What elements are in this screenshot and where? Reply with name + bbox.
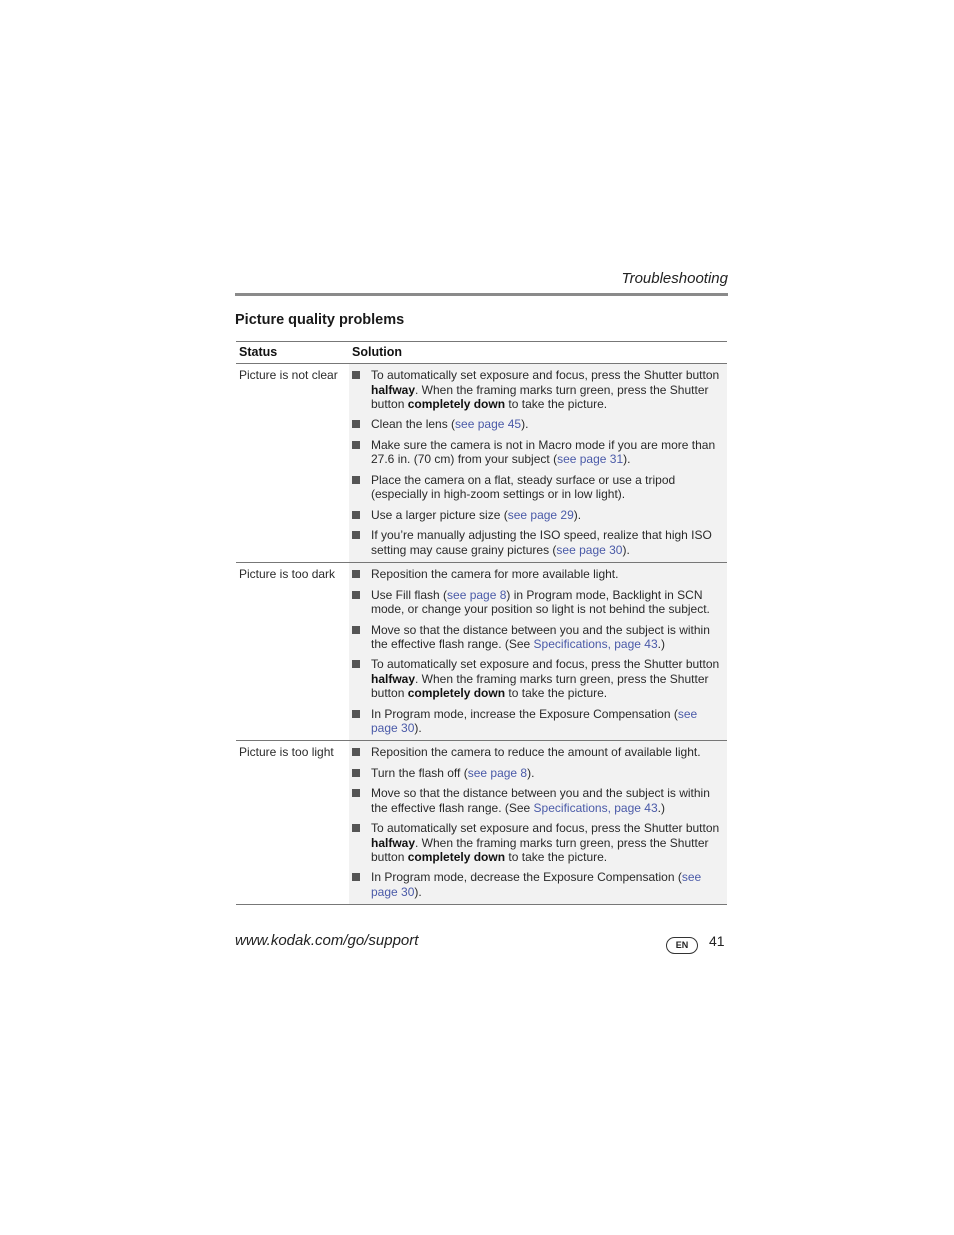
text-segment: ). <box>414 720 422 735</box>
solution-text <box>371 473 723 502</box>
page-number: 41 <box>709 933 725 949</box>
square-bullet-icon <box>352 570 360 578</box>
list-item <box>352 417 723 431</box>
solution-text <box>371 707 723 736</box>
text-segment: ). <box>573 507 582 522</box>
solution-text <box>371 417 723 431</box>
text-segment: ). <box>622 542 630 557</box>
solution-list <box>352 567 723 735</box>
text-segment: To automatically set exposure and focus, press the Shutter button <box>371 821 720 836</box>
page-reference-link[interactable]: see page 30 <box>556 542 623 557</box>
list-item <box>352 657 723 700</box>
solution-text <box>371 766 723 780</box>
list-item <box>352 766 723 780</box>
emphasis-text: halfway <box>371 835 416 850</box>
text-segment: In Program mode, increase the Exposure Compensation ( <box>371 706 678 721</box>
page-reference-link[interactable]: see page 8 <box>467 765 528 780</box>
square-bullet-icon <box>352 873 360 881</box>
page-reference-link[interactable]: see page 45 <box>455 417 522 432</box>
troubleshooting-table <box>236 341 727 905</box>
text-segment: . When the framing marks turn green, press the Shutter button <box>371 835 709 864</box>
text-segment: ) in Program mode, Backlight in SCN mode, or change your position so light is not behind the subject. <box>371 587 710 616</box>
list-item <box>352 745 723 759</box>
solution-cell <box>349 364 727 563</box>
text-segment: To automatically set exposure and focus, press the Shutter button <box>371 368 720 383</box>
text-segment: . When the framing marks turn green, press the Shutter button <box>371 382 709 411</box>
text-segment: to take the picture. <box>505 686 608 701</box>
emphasis-text: completely down <box>407 686 506 701</box>
running-header-section-title: Troubleshooting <box>621 270 728 287</box>
solution-list <box>352 745 723 899</box>
page-reference-link[interactable]: see page 30 <box>371 706 698 735</box>
status-cell: Picture is not clear <box>236 364 349 563</box>
text-segment: ). <box>521 417 529 432</box>
page-reference-link[interactable]: see page 8 <box>447 587 507 602</box>
support-url: www.kodak.com/go/support <box>235 932 419 949</box>
list-item <box>352 508 723 522</box>
column-header-solution: Solution <box>349 342 727 364</box>
solution-text <box>371 528 723 557</box>
text-segment: Reposition the camera to reduce the amount of available light. <box>371 745 701 760</box>
solution-cell <box>349 563 727 741</box>
text-segment: to take the picture. <box>505 396 608 411</box>
solution-text <box>371 508 723 522</box>
list-item <box>352 588 723 617</box>
page-reference-link[interactable]: see page 30 <box>371 870 702 899</box>
list-item <box>352 368 723 411</box>
solution-cell <box>349 741 727 905</box>
text-segment: In Program mode, decrease the Exposure Compensation ( <box>371 870 682 885</box>
emphasis-text: halfway <box>371 382 416 397</box>
solution-text <box>371 567 723 581</box>
solution-text <box>371 657 723 700</box>
text-segment: Place the camera on a flat, steady surface or use a tripod (especially in high-zoom settings or in low light). <box>371 472 676 502</box>
table-body <box>236 364 727 905</box>
list-item <box>352 473 723 502</box>
solution-text <box>371 745 723 759</box>
status-cell: Picture is too dark <box>236 563 349 741</box>
table-row <box>236 741 727 905</box>
text-segment: Clean the lens ( <box>371 417 456 432</box>
table-row <box>236 364 727 563</box>
square-bullet-icon <box>352 476 360 484</box>
page-heading: Picture quality problems <box>235 312 405 328</box>
page-reference-link[interactable]: see page 29 <box>507 507 574 522</box>
text-segment: Use Fill flash ( <box>371 587 448 602</box>
square-bullet-icon <box>352 824 360 832</box>
text-segment: to take the picture. <box>505 849 608 864</box>
emphasis-text: completely down <box>407 396 506 411</box>
square-bullet-icon <box>352 660 360 668</box>
square-bullet-icon <box>352 769 360 777</box>
emphasis-text: halfway <box>371 671 416 686</box>
text-segment: . When the framing marks turn green, press the Shutter button <box>371 671 709 701</box>
page-reference-link[interactable]: Specifications, page 43 <box>533 800 658 815</box>
text-segment: .) <box>657 800 665 815</box>
square-bullet-icon <box>352 789 360 797</box>
list-item <box>352 786 723 815</box>
solution-text <box>371 623 723 652</box>
column-header-status: Status <box>236 342 349 364</box>
list-item <box>352 623 723 652</box>
list-item <box>352 438 723 467</box>
text-segment: Use a larger picture size ( <box>371 507 508 522</box>
text-segment: If you’re manually adjusting the ISO speed, realize that high ISO setting may cause grainy pictures ( <box>371 528 712 557</box>
text-segment: Make sure the camera is not in Macro mode if you are more than 27.6 in. (70 cm) from your subject ( <box>371 438 716 467</box>
solution-list <box>352 368 723 557</box>
square-bullet-icon <box>352 420 360 428</box>
text-segment: ). <box>527 765 535 780</box>
list-item <box>352 821 723 864</box>
text-segment: ). <box>623 452 631 467</box>
solution-text <box>371 786 723 815</box>
solution-text <box>371 368 723 411</box>
table-row <box>236 563 727 741</box>
text-segment: Turn the flash off ( <box>371 765 468 780</box>
square-bullet-icon <box>352 748 360 756</box>
list-item <box>352 870 723 899</box>
page-reference-link[interactable]: see page 31 <box>557 452 624 467</box>
language-badge: EN <box>666 937 698 954</box>
square-bullet-icon <box>352 710 360 718</box>
text-segment: ). <box>414 884 422 899</box>
list-item <box>352 567 723 581</box>
text-segment: Move so that the distance between you and the subject is within the effective flash range. (See <box>371 622 710 651</box>
text-segment: To automatically set exposure and focus, press the Shutter button <box>371 657 720 672</box>
square-bullet-icon <box>352 441 360 449</box>
list-item <box>352 707 723 736</box>
table-header-row <box>236 342 727 364</box>
text-segment: .) <box>657 636 665 651</box>
square-bullet-icon <box>352 531 360 539</box>
square-bullet-icon <box>352 371 360 379</box>
text-segment: Move so that the distance between you and the subject is within the effective flash range. (See <box>371 786 710 815</box>
solution-text <box>371 588 723 617</box>
list-item <box>352 528 723 557</box>
status-cell: Picture is too light <box>236 741 349 905</box>
emphasis-text: completely down <box>407 849 506 864</box>
solution-text <box>371 821 723 864</box>
text-segment: Reposition the camera for more available light. <box>371 567 619 582</box>
solution-text <box>371 870 723 899</box>
square-bullet-icon <box>352 591 360 599</box>
square-bullet-icon <box>352 511 360 519</box>
solution-text <box>371 438 723 467</box>
square-bullet-icon <box>352 626 360 634</box>
page-reference-link[interactable]: Specifications, page 43 <box>533 636 658 651</box>
header-rule <box>235 293 728 296</box>
